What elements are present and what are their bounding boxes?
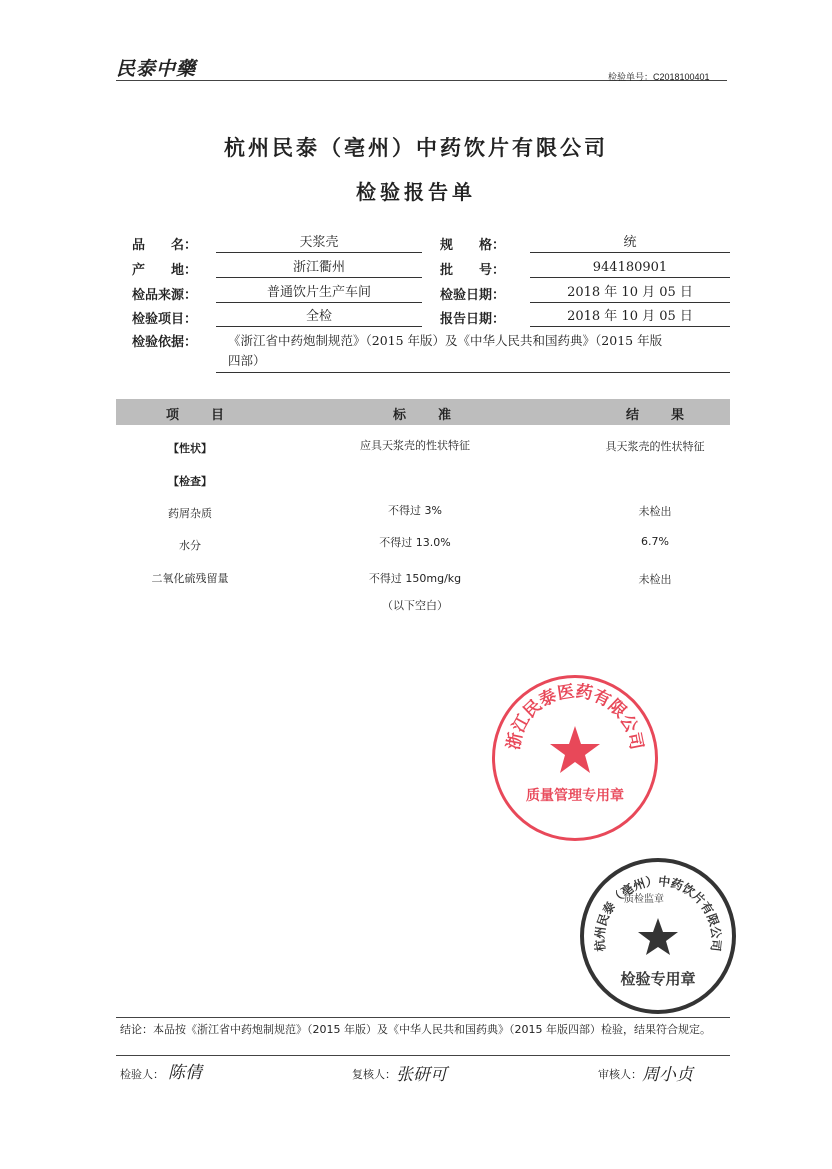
spec-value: 统 [530,233,730,253]
svg-text:质检监章: 质检监章 [624,894,664,905]
item-label: 检验项目： [132,312,198,327]
row-standard-impurity: 不得过 3% [388,504,442,517]
origin-label: 产 地： [132,263,198,278]
approver-signature: 周小贞 [642,1065,693,1085]
report-date-value: 2018 年 10 月 05 日 [530,307,730,327]
svg-text:浙江民泰医药有限公司: 浙江民泰医药有限公司 [503,681,647,752]
batch-value: 944180901 [530,258,730,278]
column-header-standard: 标 准 [393,408,454,423]
row-result-moisture: 6.7% [641,535,669,548]
row-item-moisture: 水分 [179,539,201,552]
basis-text-line1: 《浙江省中药炮制规范》（2015 年版）及《中华人民共和国药典》（2015 年版 [228,333,663,348]
company-logo: 民泰中藥 [116,58,197,80]
column-header-result: 结 果 [626,408,687,423]
tester-label: 检验人： [120,1068,164,1081]
origin-value: 浙江衢州 [216,258,422,278]
test-date-label: 检验日期： [440,288,506,303]
basis-underline [216,350,730,373]
inspection-stamp [580,858,736,1014]
conclusion-top-divider [116,1017,730,1018]
source-label: 检品来源： [132,288,198,303]
name-label: 品 名： [132,238,198,253]
row-standard-so2: 不得过 150mg/kg [368,572,462,585]
report-title: 检验报告单 [356,180,476,204]
column-header-item: 项 目 [166,408,227,423]
row-item-impurity: 药屑杂质 [168,507,212,520]
quality-stamp-graphic [495,678,655,838]
row-item-inspection: 【检查】 [168,475,212,488]
test-date-value: 2018 年 10 月 05 日 [530,283,730,303]
signature-divider [116,1055,730,1056]
svg-text:质量管理专用章: 质量管理专用章 [526,788,624,804]
row-result-appearance: 具天浆壳的性状特征 [605,440,705,453]
conclusion-text: 结论：本品按《浙江省中药炮制规范》（2015 年版）及《中华人民共和国药典》（2015 年版四部）检验，结果符合规定。 [120,1023,711,1036]
reviewer-signature: 张研可 [396,1065,447,1085]
row-result-so2: 未检出 [638,573,672,586]
company-name: 杭州民泰（亳州）中药饮片有限公司 [224,135,608,160]
tester-signature: 陈倩 [168,1063,202,1083]
svg-text:检验专用章: 检验专用章 [620,970,696,988]
basis-text-line2: 四部） [228,353,266,368]
batch-label: 批 号： [440,263,506,278]
blank-note: （以下空白） [382,599,448,612]
inspection-stamp-graphic [584,862,732,1010]
item-value: 全检 [216,307,422,327]
row-result-impurity: 未检出 [638,505,672,518]
row-item-so2: 二氧化硫残留量 [151,572,229,585]
svg-text:杭州民泰（亳州）中药饮片有限公司: 杭州民泰（亳州）中药饮片有限公司 [592,874,724,953]
approver-label: 审核人： [598,1068,642,1081]
basis-label: 检验依据： [132,335,198,350]
document-number: 检验单号：C2018100401 [608,72,710,82]
quality-stamp [492,675,658,841]
reviewer-label: 复核人： [352,1068,396,1081]
row-standard-appearance: 应具天浆壳的性状特征 [360,439,470,452]
source-value: 普通饮片生产车间 [216,283,422,303]
row-standard-moisture: 不得过 13.0% [379,536,451,549]
report-date-label: 报告日期： [440,312,506,327]
row-item-appearance: 【性状】 [168,442,212,455]
name-value: 天浆壳 [216,233,422,253]
spec-label: 规 格： [440,238,506,253]
